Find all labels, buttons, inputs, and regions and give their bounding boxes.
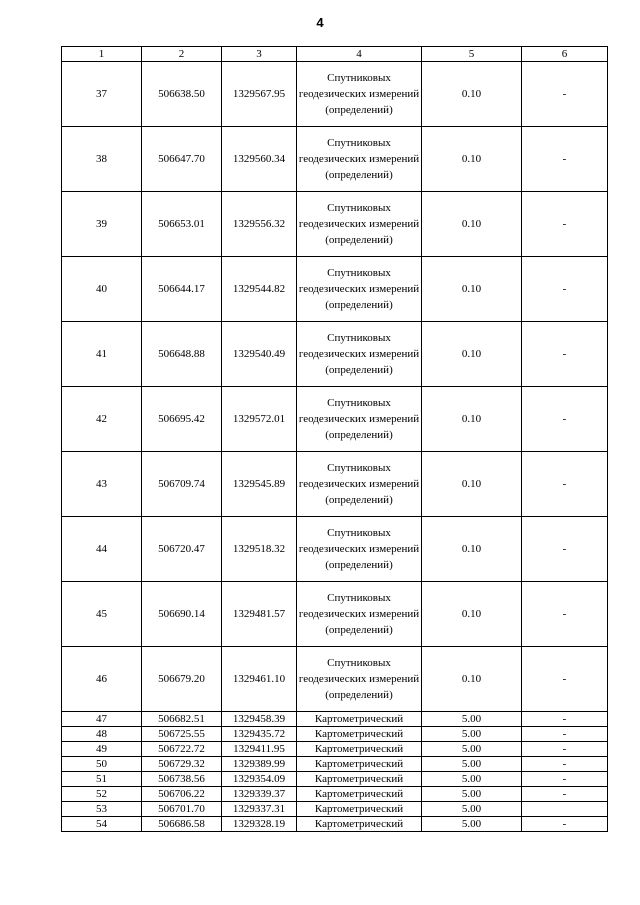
table-row xyxy=(62,712,608,727)
accuracy-cell: 5.00 xyxy=(422,772,522,787)
note-cell: - xyxy=(522,582,608,647)
header-cell-6: 6 xyxy=(522,47,608,62)
header-cell-2: 2 xyxy=(142,47,222,62)
x-coordinate-cell: 506682.51 xyxy=(142,712,222,727)
y-coordinate-cell: 1329556.32 xyxy=(222,192,297,257)
method-cell: Спутниковых геодезических измерений (определений) xyxy=(297,257,422,322)
method-cell: Спутниковых геодезических измерений (определений) xyxy=(297,62,422,127)
x-coordinate-cell: 506701.70 xyxy=(142,802,222,817)
y-coordinate-cell: 1329328.19 xyxy=(222,817,297,832)
table-row xyxy=(62,62,608,127)
table-row xyxy=(62,322,608,387)
point-number-cell: 48 xyxy=(62,727,142,742)
method-cell: Спутниковых геодезических измерений (определений) xyxy=(297,387,422,452)
x-coordinate-cell: 506720.47 xyxy=(142,517,222,582)
y-coordinate-cell: 1329458.39 xyxy=(222,712,297,727)
page-number: 4 xyxy=(316,15,324,30)
method-cell: Картометрический xyxy=(297,712,422,727)
point-number-cell: 38 xyxy=(62,127,142,192)
accuracy-cell: 0.10 xyxy=(422,452,522,517)
method-cell: Картометрический xyxy=(297,772,422,787)
note-cell: - xyxy=(522,257,608,322)
point-number-cell: 51 xyxy=(62,772,142,787)
note-cell: - xyxy=(522,712,608,727)
point-number-cell: 49 xyxy=(62,742,142,757)
accuracy-cell: 5.00 xyxy=(422,742,522,757)
accuracy-cell: 0.10 xyxy=(422,257,522,322)
method-cell: Картометрический xyxy=(297,802,422,817)
method-cell: Картометрический xyxy=(297,742,422,757)
note-cell: - xyxy=(522,62,608,127)
method-cell: Спутниковых геодезических измерений (определений) xyxy=(297,127,422,192)
note-cell: - xyxy=(522,387,608,452)
point-number-cell: 50 xyxy=(62,757,142,772)
point-number-cell: 39 xyxy=(62,192,142,257)
point-number-cell: 45 xyxy=(62,582,142,647)
table-row xyxy=(62,817,608,832)
table-row xyxy=(62,647,608,712)
header-cell-3: 3 xyxy=(222,47,297,62)
coordinates-table-body xyxy=(62,47,608,832)
x-coordinate-cell: 506638.50 xyxy=(142,62,222,127)
point-number-cell: 41 xyxy=(62,322,142,387)
accuracy-cell: 0.10 xyxy=(422,322,522,387)
note-cell: - xyxy=(522,647,608,712)
note-cell: - xyxy=(522,727,608,742)
accuracy-cell: 5.00 xyxy=(422,817,522,832)
x-coordinate-cell: 506679.20 xyxy=(142,647,222,712)
y-coordinate-cell: 1329435.72 xyxy=(222,727,297,742)
header-cell-1: 1 xyxy=(62,47,142,62)
method-cell: Картометрический xyxy=(297,757,422,772)
accuracy-cell: 5.00 xyxy=(422,757,522,772)
note-cell: - xyxy=(522,452,608,517)
x-coordinate-cell: 506686.58 xyxy=(142,817,222,832)
note-cell: - xyxy=(522,817,608,832)
note-cell: - xyxy=(522,772,608,787)
note-cell: - xyxy=(522,757,608,772)
note-cell: - xyxy=(522,787,608,802)
accuracy-cell: 0.10 xyxy=(422,647,522,712)
x-coordinate-cell: 506648.88 xyxy=(142,322,222,387)
table-row xyxy=(62,517,608,582)
table-row xyxy=(62,727,608,742)
y-coordinate-cell: 1329354.09 xyxy=(222,772,297,787)
x-coordinate-cell: 506690.14 xyxy=(142,582,222,647)
point-number-cell: 42 xyxy=(62,387,142,452)
note-cell: - xyxy=(522,192,608,257)
method-cell: Спутниковых геодезических измерений (определений) xyxy=(297,582,422,647)
table-header-row xyxy=(62,47,608,62)
method-cell: Спутниковых геодезических измерений (определений) xyxy=(297,322,422,387)
table-row xyxy=(62,257,608,322)
table-row xyxy=(62,802,608,817)
x-coordinate-cell: 506722.72 xyxy=(142,742,222,757)
point-number-cell: 40 xyxy=(62,257,142,322)
method-cell: Спутниковых геодезических измерений (определений) xyxy=(297,452,422,517)
accuracy-cell: 5.00 xyxy=(422,712,522,727)
x-coordinate-cell: 506653.01 xyxy=(142,192,222,257)
point-number-cell: 46 xyxy=(62,647,142,712)
method-cell: Спутниковых геодезических измерений (определений) xyxy=(297,192,422,257)
y-coordinate-cell: 1329560.34 xyxy=(222,127,297,192)
table-row xyxy=(62,452,608,517)
x-coordinate-cell: 506709.74 xyxy=(142,452,222,517)
x-coordinate-cell: 506738.56 xyxy=(142,772,222,787)
method-cell: Спутниковых геодезических измерений (определений) xyxy=(297,647,422,712)
accuracy-cell: 5.00 xyxy=(422,802,522,817)
note-cell xyxy=(522,802,608,817)
note-cell: - xyxy=(522,322,608,387)
accuracy-cell: 5.00 xyxy=(422,727,522,742)
method-cell: Картометрический xyxy=(297,727,422,742)
table-row xyxy=(62,757,608,772)
x-coordinate-cell: 506647.70 xyxy=(142,127,222,192)
header-cell-4: 4 xyxy=(297,47,422,62)
method-cell: Картометрический xyxy=(297,817,422,832)
y-coordinate-cell: 1329572.01 xyxy=(222,387,297,452)
table-row xyxy=(62,772,608,787)
method-cell: Спутниковых геодезических измерений (определений) xyxy=(297,517,422,582)
accuracy-cell: 0.10 xyxy=(422,387,522,452)
note-cell: - xyxy=(522,127,608,192)
point-number-cell: 43 xyxy=(62,452,142,517)
accuracy-cell: 0.10 xyxy=(422,582,522,647)
point-number-cell: 47 xyxy=(62,712,142,727)
method-cell: Картометрический xyxy=(297,787,422,802)
point-number-cell: 52 xyxy=(62,787,142,802)
x-coordinate-cell: 506695.42 xyxy=(142,387,222,452)
y-coordinate-cell: 1329461.10 xyxy=(222,647,297,712)
accuracy-cell: 0.10 xyxy=(422,517,522,582)
table-row xyxy=(62,582,608,647)
x-coordinate-cell: 506725.55 xyxy=(142,727,222,742)
y-coordinate-cell: 1329339.37 xyxy=(222,787,297,802)
table-row xyxy=(62,387,608,452)
accuracy-cell: 0.10 xyxy=(422,62,522,127)
point-number-cell: 37 xyxy=(62,62,142,127)
accuracy-cell: 5.00 xyxy=(422,787,522,802)
x-coordinate-cell: 506644.17 xyxy=(142,257,222,322)
note-cell: - xyxy=(522,742,608,757)
accuracy-cell: 0.10 xyxy=(422,127,522,192)
point-number-cell: 54 xyxy=(62,817,142,832)
point-number-cell: 44 xyxy=(62,517,142,582)
y-coordinate-cell: 1329545.89 xyxy=(222,452,297,517)
y-coordinate-cell: 1329481.57 xyxy=(222,582,297,647)
accuracy-cell: 0.10 xyxy=(422,192,522,257)
x-coordinate-cell: 506729.32 xyxy=(142,757,222,772)
x-coordinate-cell: 506706.22 xyxy=(142,787,222,802)
table-row xyxy=(62,127,608,192)
table-row xyxy=(62,192,608,257)
y-coordinate-cell: 1329540.49 xyxy=(222,322,297,387)
y-coordinate-cell: 1329389.99 xyxy=(222,757,297,772)
y-coordinate-cell: 1329544.82 xyxy=(222,257,297,322)
y-coordinate-cell: 1329567.95 xyxy=(222,62,297,127)
y-coordinate-cell: 1329411.95 xyxy=(222,742,297,757)
header-cell-5: 5 xyxy=(422,47,522,62)
y-coordinate-cell: 1329337.31 xyxy=(222,802,297,817)
coordinates-table xyxy=(61,46,608,832)
table-row xyxy=(62,742,608,757)
point-number-cell: 53 xyxy=(62,802,142,817)
table-row xyxy=(62,787,608,802)
note-cell: - xyxy=(522,517,608,582)
y-coordinate-cell: 1329518.32 xyxy=(222,517,297,582)
